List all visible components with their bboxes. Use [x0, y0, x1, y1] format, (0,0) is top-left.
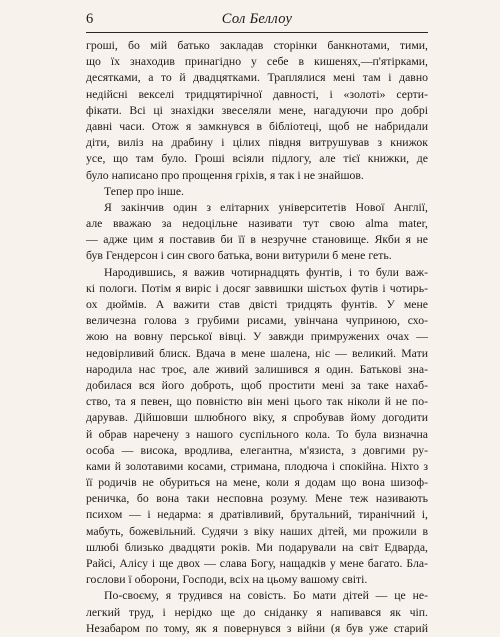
text-line: Тепер про інше.	[104, 184, 184, 198]
text-line: шлюбі близько двадцяти років. Ми подарували на світ Едварда,	[86, 540, 428, 554]
text-line: кі пологи. Потім я виріс і досяг заввишки шістьох футів і чотирь-	[86, 281, 428, 295]
text-line: недовірливий блиск. Вдача в мене шалена, ніс — великий. Мати	[86, 346, 428, 360]
text-line: давні часи. Отож я замкнувся в бібліотеці, щоб не набридали	[86, 119, 428, 133]
text-line: ох дюймів. А важити став двісті тридцять фунтів. У мене	[86, 298, 428, 311]
text-line: особа — висока, вродлива, елегантна, м'язиста, з довгими ру-	[86, 443, 428, 457]
text-line: але вважаю за недоцільне називати тут свою alma mater,	[86, 217, 428, 231]
text-line: було написано про прощення гріхів, я так і не знайшов.	[86, 168, 364, 182]
text-line: гослови ї оборони, Господи, всіх на цьому вашому світі.	[86, 573, 368, 587]
text-line: діти, виліз на драбину і цілих півдня витрушував з книжок	[86, 136, 428, 150]
text-line: мабуть, божевільний. Судячи з віку наших дітей, ми прожили в	[86, 524, 428, 538]
text-line: народила нас троє, але живий залишився я один. Батькові зна-	[86, 362, 428, 376]
running-head	[86, 9, 428, 29]
text-line: Райсі, Алісу і ще двох — слава Богу, нащадків у мене багато. Бла-	[86, 557, 428, 570]
text-line: що їх знаходив принагідно у себе в кишенях,—п'ятірками,	[86, 55, 428, 69]
text-line: величезна голова з грубими рисами, увінчана чуприною, схо-	[86, 314, 428, 328]
text-line: ство, та я певен, що повністю він мені цього так ніколи й не по-	[86, 395, 428, 409]
text-line: її родичів не обуриться на мене, коли я додам що вона шизоф-	[86, 476, 428, 490]
running-title: Сол Беллоу	[221, 11, 293, 27]
text-line: Я закінчив один з елітарних університетів Нової Англії,	[104, 200, 428, 214]
text-line: жою на вовну перської вівці. У завжди примружених очах —	[86, 330, 428, 344]
text-line: був Гендерсон і син свого батька, вони витурили б мене геть.	[86, 249, 392, 263]
text-line: психом — і недарма: я дратівливий, брутальний, тиранічний і,	[86, 508, 428, 522]
text-line: добилася вся його доброть, щоб простити мені за таке нахаб-	[86, 378, 428, 392]
text-line: Народившись, я важив чотирнадцять фунтів, і то були важ-	[104, 265, 428, 279]
text-line: усе, що там було. Гроші всіяли підлогу, але тієї книжки, де	[86, 152, 428, 166]
page-number: 6	[86, 11, 94, 27]
text-line: — адже цим я поставив би її в незручне становище. Якби я не	[86, 233, 428, 247]
text-line: й обрав наречену з нашого суспільного кола. То була визначна	[86, 427, 428, 441]
body-text	[86, 38, 428, 637]
text-line: По-своєму, я трудився на совість. Бо мати дітей — це не-	[104, 589, 428, 603]
text-line: ками й золотавими косами, стримана, плодюча і спокійна. Ніхто з	[86, 459, 428, 473]
text-line: гроші, бо мій батько закладав сторінки банкнотами, тими,	[86, 39, 428, 52]
text-line: реничка, бо вона таки несповна розуму. Мене теж називають	[86, 492, 428, 506]
text-line: легкий труд, і нерідко ще до сніданку я напивався як чіп.	[86, 605, 428, 619]
header-rule	[86, 32, 428, 33]
text-line: десятками, а то й двадцятками. Траплялися мені там і давно	[86, 71, 428, 85]
text-line: Незабаром по тому, як я повернувся з війни (я був уже старий	[86, 621, 428, 635]
text-line: недійсні векселі тридцятирічної давності, і «золоті» серти-	[86, 87, 428, 101]
text-line: фікати. Всі ці знахідки звеселяли мене, нагадуючи про добрі	[86, 103, 428, 117]
text-line: дарував. Дійшовши шлюбного віку, я спробував йому догодити	[86, 411, 428, 425]
